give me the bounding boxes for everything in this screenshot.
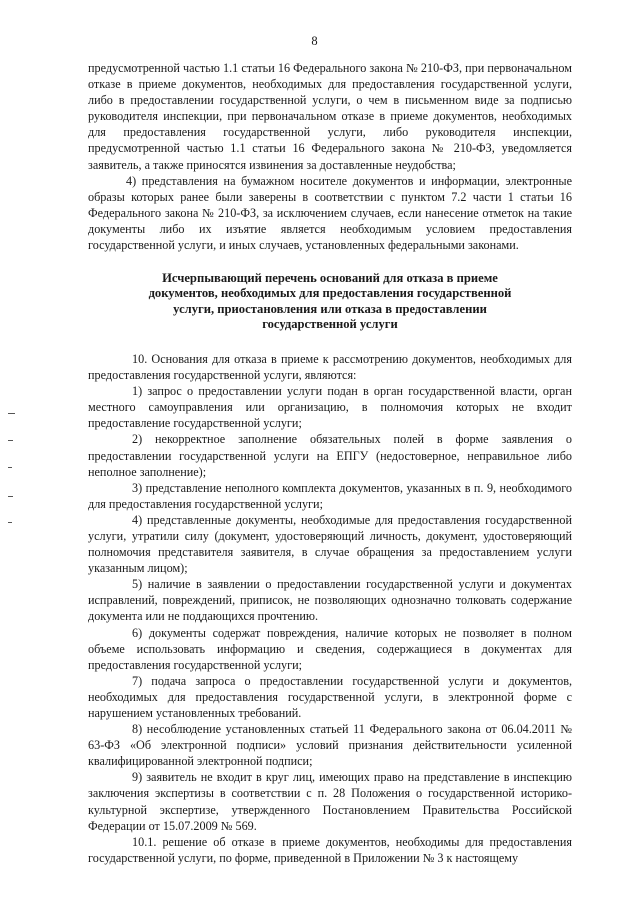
heading-line: документов, необходимых для предоставления государственной <box>148 286 512 301</box>
margin-mark <box>8 440 13 441</box>
paragraph-top-1: предусмотренной частью 1.1 статьи 16 Федерального закона № 210-ФЗ, при первоначальном отказе в приеме документов, необходимых для предоставления государственной услуги, либо в предоставлении государственной услуги, о чем в письменном виде за подписью руководителя инспекции, при первоначальном отказе в приеме документов, необходимых для предоставления государственной услуги, либо руководителя инспекции, предусмотренной частью 1.1 статьи 16 Федерального закона № 210-ФЗ, уведомляется заявитель, а также приносятся извинения за доставленные неудобства; <box>88 61 572 172</box>
section-heading <box>118 271 542 332</box>
paragraph-10: 10. Основания для отказа в приеме к рассмотрению документов, необходимых для предоставления государственной услуги, являются: <box>88 351 572 383</box>
list-item-2: 2) некорректное заполнение обязательных полей в форме заявления о предоставлении государственной услуги на ЕПГУ (недостоверное, неправильное либо неполное заполнение); <box>88 432 572 479</box>
list-item-5: 5) наличие в заявлении о предоставлении государственной услуги и документах исправлений, повреждений, приписок, не позволяющих однозначно толковать содержание документа или не поддающихся прочтению. <box>88 577 572 624</box>
list-item-3: 3) представление неполного комплекта документов, указанных в п. 9, необходимого для предоставления государственной услуги; <box>88 480 572 511</box>
margin-mark <box>8 413 15 414</box>
list-item-9: 9) заявитель не входит в круг лиц, имеющих право на представление в инспекцию заключения экспертизы в соответствии с п. 28 Положения о государственной историко-культурной экспертизе, утвержденного Постановлением Правительства Российской Федерации от 15.07.2009 № 569. <box>88 770 572 833</box>
list-item-8: 8) несоблюдение установленных статьей 11 Федерального закона от 06.04.2011 № 63-ФЗ «Об электронной подписи» условий признания действительности усиленной квалифицированной электронной подписи; <box>88 722 572 769</box>
list-item-7: 7) подача запроса о предоставлении государственной услуги и документов, необходимых для предоставления государственной услуги, в электронной форме с нарушением установленных требований. <box>88 673 572 720</box>
margin-mark <box>8 496 13 497</box>
heading-line: государственной услуги <box>262 316 398 331</box>
page-number: 8 <box>311 34 318 48</box>
paragraph-top-2: 4) представления на бумажном носителе документов и информации, электронные образы которых ранее были заверены в соответствии с пунктом 7.2 части 1 статьи 16 Федерального закона № 210-ФЗ, за исключением случаев, если нанесение отметок на такие документы либо их изъятие является необходимым условием предоставления государственной услуги, и иных случаев, установленных федеральными законами. <box>88 173 572 253</box>
margin-mark <box>8 467 12 468</box>
list-item-1: 1) запрос о предоставлении услуги подан в орган государственной власти, орган местного самоуправления или организацию, в полномочия которых не входит предоставление государственной услуги; <box>88 384 572 431</box>
list-item-6: 6) документы содержат повреждения, наличие которых не позволяет в полном объеме использовать информацию и сведения, содержащиеся в документах для предоставления государственной услуги; <box>88 625 572 672</box>
list-item-4: 4) представленные документы, необходимые для предоставления государственной услуги, утратили силу (документ, удостоверяющий личность, документ, удостоверяющий полномочия представителя заявителя, в случае обращения за предоставлением услуги указанным лицом); <box>88 512 572 576</box>
paragraph-10-1: 10.1. решение об отказе в приеме документов, необходимы для предоставления государственной услуги, по форме, приведенной в Приложении № 3 к настоящему <box>88 834 572 865</box>
margin-mark <box>8 522 12 523</box>
heading-line: Исчерпывающий перечень оснований для отказа в приеме <box>162 271 498 286</box>
heading-line: услуги, приостановления или отказа в предоставлении <box>173 301 487 316</box>
document-body <box>88 60 572 866</box>
